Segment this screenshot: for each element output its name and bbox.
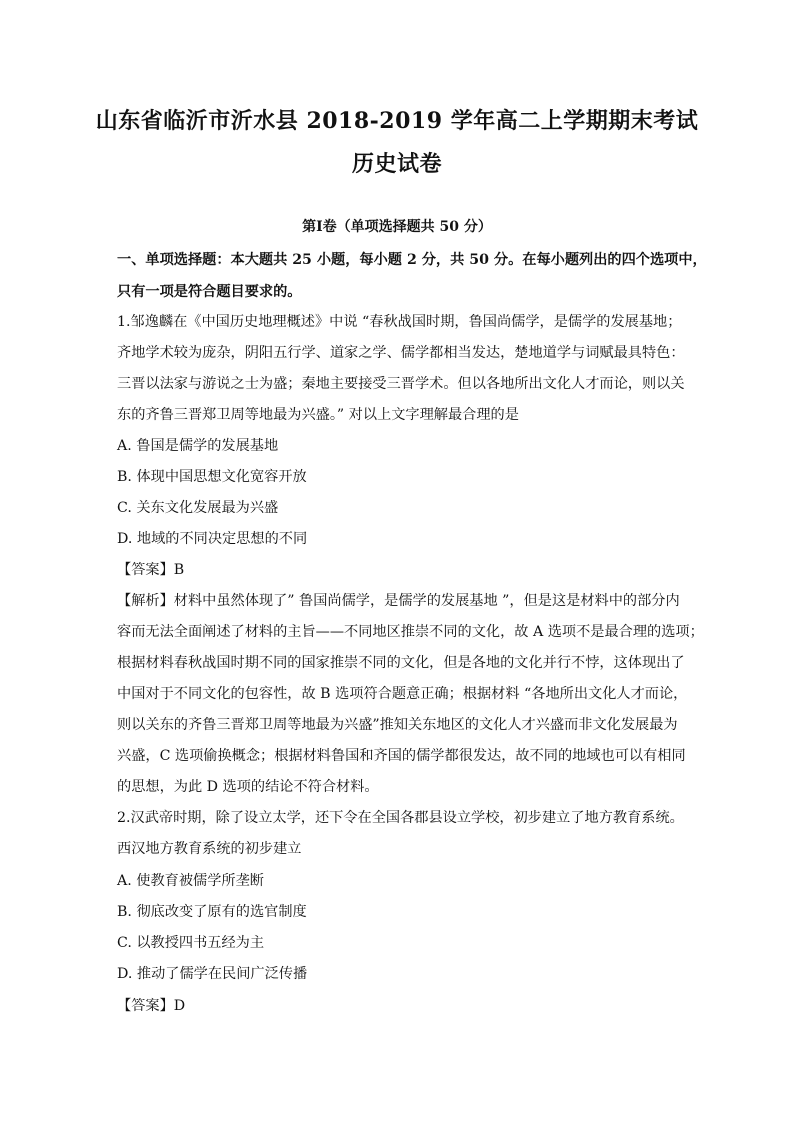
q1-option-d: D. 地域的不同决定思想的不同 <box>117 531 308 547</box>
q2-option-b: B. 彻底改变了原有的选官制度 <box>117 904 307 920</box>
q1-analysis-line-7: 的思想，为此 D 选项的结论不符合材料。 <box>117 779 379 795</box>
section-title: 第Ⅰ卷（单项选择题共 50 分） <box>302 219 492 235</box>
q1-option-a: A. 鲁国是儒学的发展基地 <box>117 438 279 454</box>
q1-analysis-line-5: 则以关东的齐鲁三晋郑卫周等地最为兴盛”推知关东地区的文化人才兴盛而非文化发展最为 <box>117 717 678 733</box>
q1-stem-line-4: 东的齐鲁三晋郑卫周等地最为兴盛。” 对以上文字理解最合理的是 <box>117 407 519 423</box>
q1-stem-line-2: 齐地学术较为庞杂，阴阳五行学、道家之学、儒学都相当发达，楚地道学与词赋最具特色： <box>117 345 685 361</box>
q2-option-d: D. 推动了儒学在民间广泛传播 <box>117 966 308 982</box>
q1-stem-line-3: 三晋以法家与游说之士为盛；秦地主要接受三晋学术。但以各地所出文化人才而论，则以关 <box>117 376 685 392</box>
q2-option-a: A. 使教育被儒学所垄断 <box>117 873 264 889</box>
instructions-line-2: 只有一项是符合题目要求的。 <box>117 284 302 300</box>
q1-option-c: C. 关东文化发展最为兴盛 <box>117 500 279 516</box>
q1-stem-line-1: 1.邹逸麟在《中国历史地理概述》中说 “春秋战国时期，鲁国尚儒学，是儒学的发展基地； <box>117 314 682 330</box>
q1-analysis-line-2: 容而无法全面阐述了材料的主旨——不同地区推崇不同的文化，故 A 选项不是最合理的选项； <box>117 624 704 640</box>
q1-analysis-line-6: 兴盛，C 选项偷换概念；根据材料鲁国和齐国的儒学都很发达，故不同的地域也可以有相同 <box>117 748 686 764</box>
exam-subtitle: 历史试卷 <box>351 151 442 177</box>
q1-option-b: B. 体现中国思想文化宽容开放 <box>117 469 307 485</box>
q2-stem-line-1: 2.汉武帝时期，除了设立太学，还下令在全国各郡县设立学校，初步建立了地方教育系统。 <box>117 810 684 826</box>
q1-answer: 【答案】B <box>117 562 185 578</box>
q1-analysis-line-1: 【解析】材料中虽然体现了” 鲁国尚儒学，是儒学的发展基地 ”，但是这是材料中的部分内 <box>117 593 680 609</box>
q2-option-c: C. 以教授四书五经为主 <box>117 935 265 951</box>
instructions-line-1: 一、单项选择题：本大题共 25 小题，每小题 2 分，共 50 分。在每小题列出的四个选项中， <box>117 252 707 268</box>
q2-answer: 【答案】D <box>117 998 186 1014</box>
q2-stem-line-2: 西汉地方教育系统的初步建立 <box>117 841 302 857</box>
exam-title: 山东省临沂市沂水县 2018-2019 学年高二上学期期末考试 <box>95 108 699 134</box>
q1-analysis-line-3: 根据材料春秋战国时期不同的国家推崇不同的文化，但是各地的文化并行不悖，这体现出了 <box>117 655 685 671</box>
q1-analysis-line-4: 中国对于不同文化的包容性，故 B 选项符合题意正确；根据材料 “各地所出文化人才而论， <box>117 686 688 702</box>
